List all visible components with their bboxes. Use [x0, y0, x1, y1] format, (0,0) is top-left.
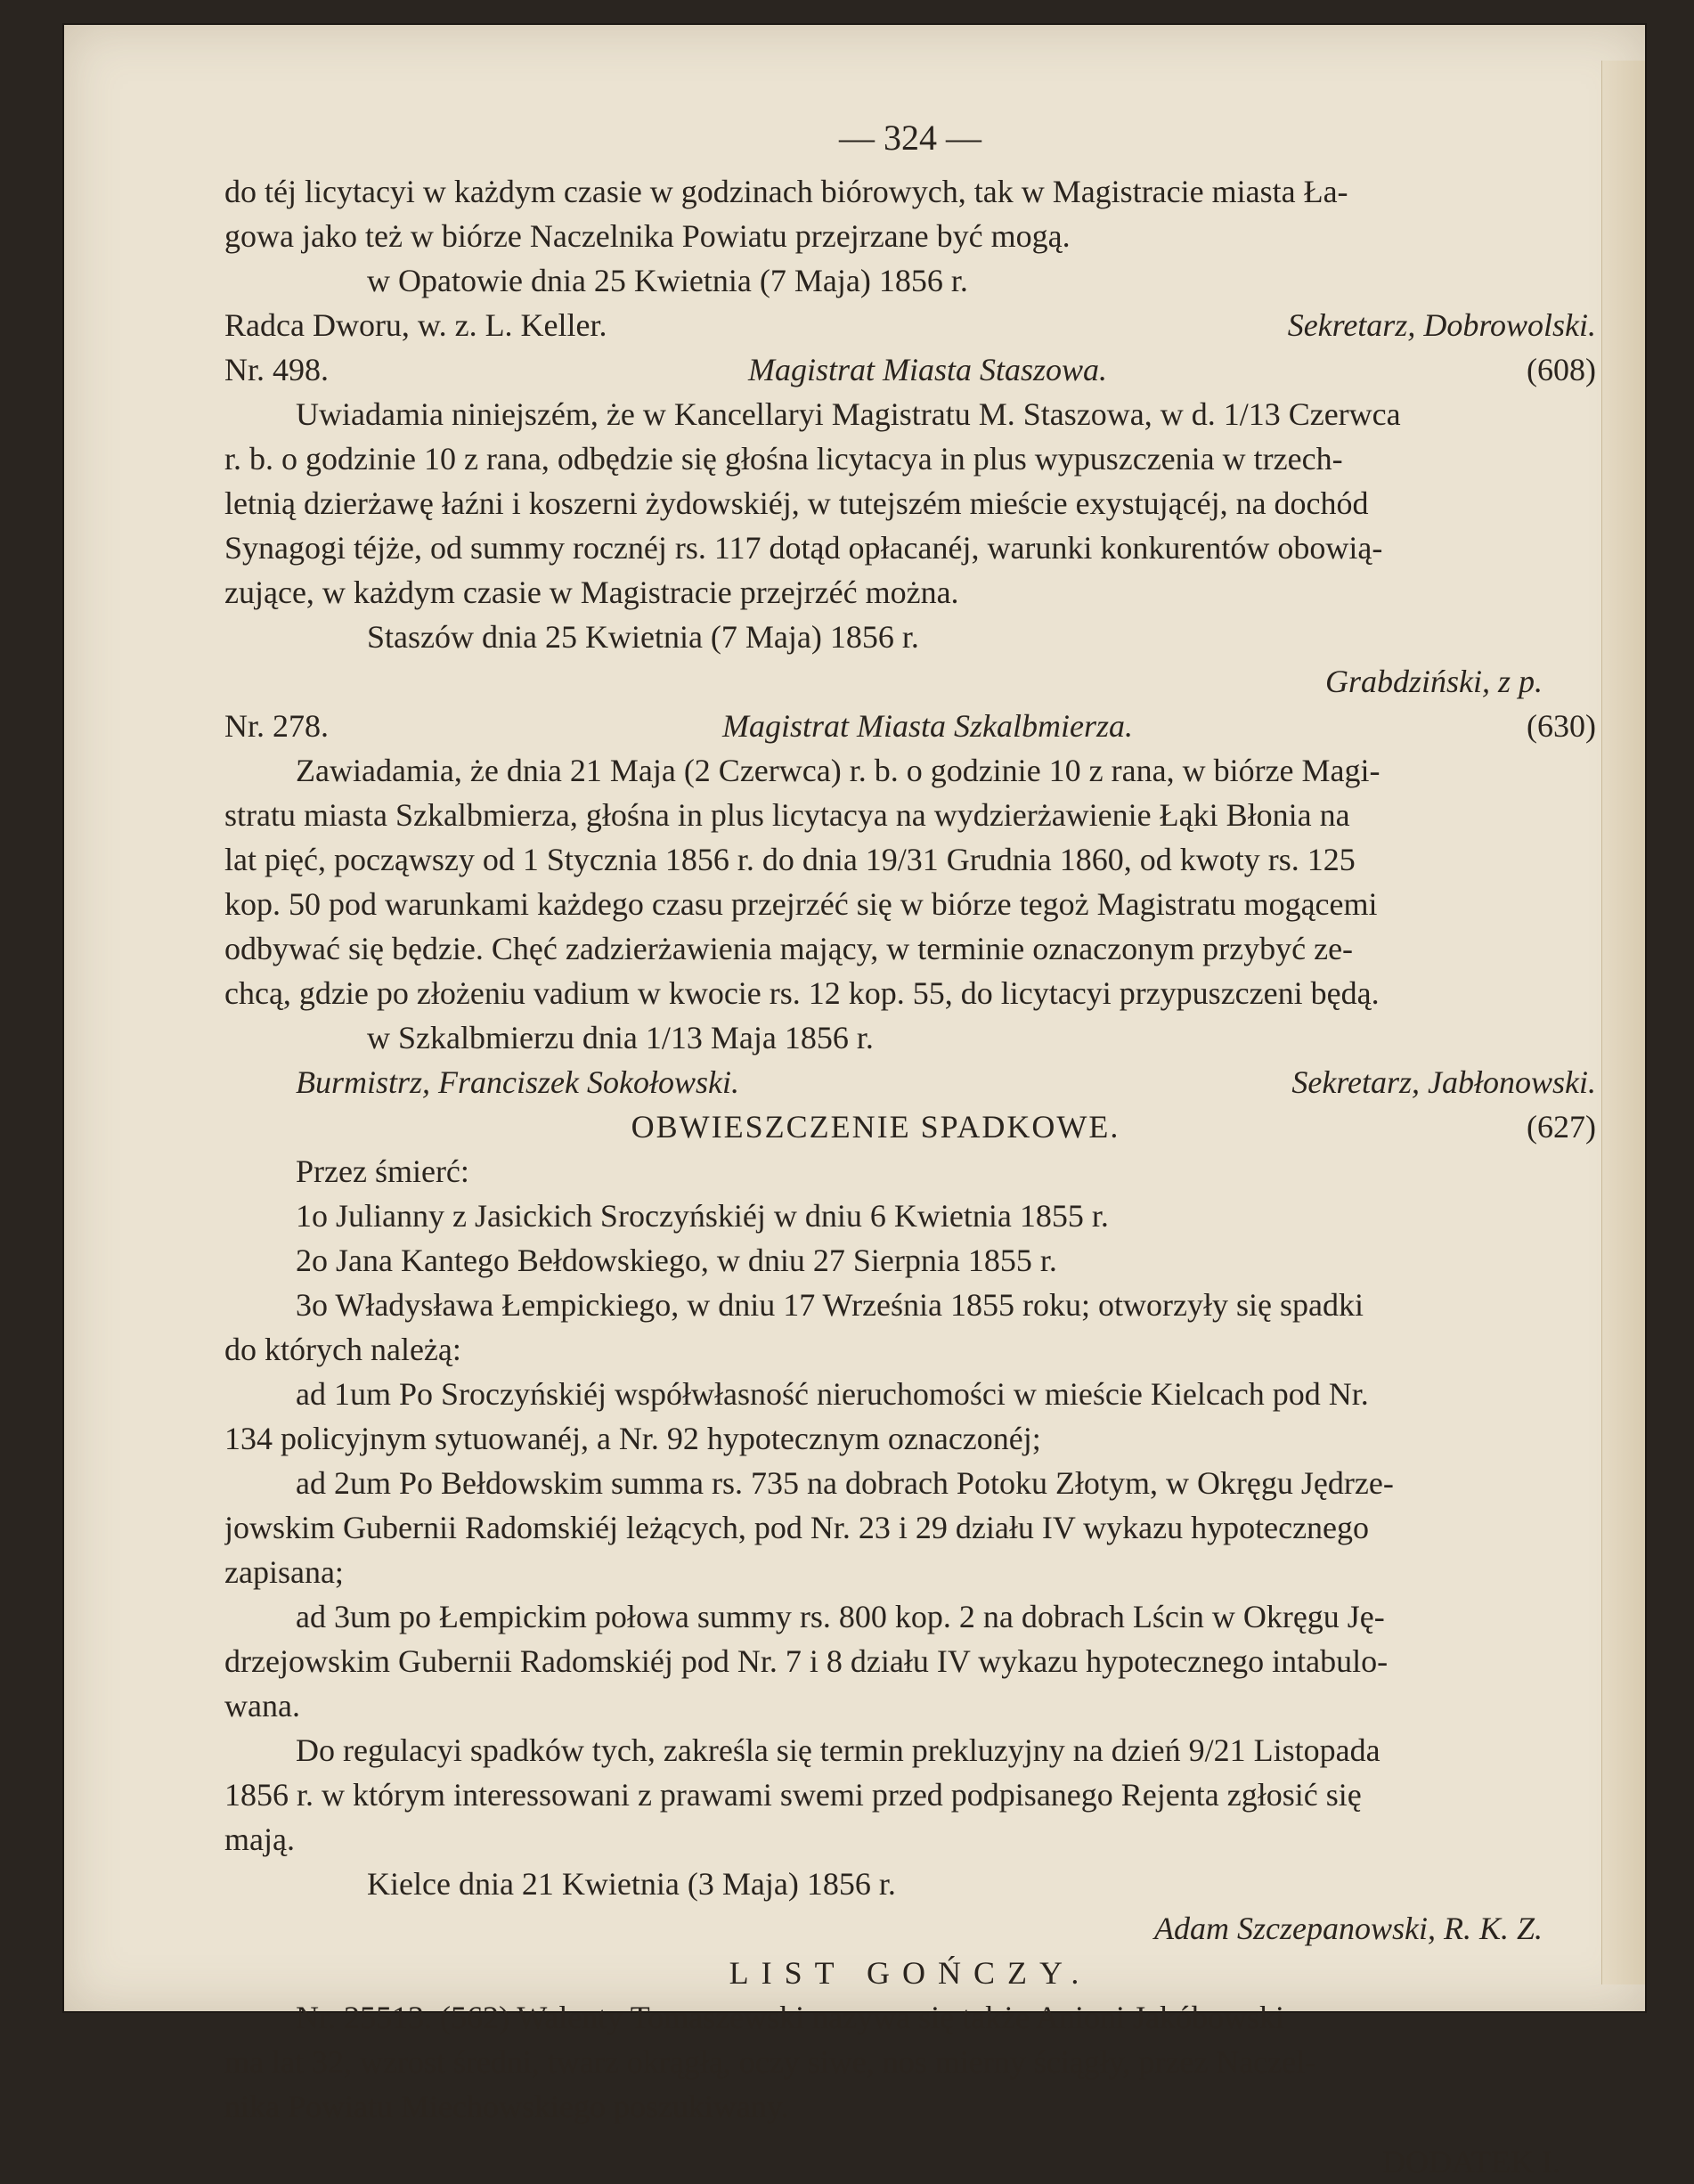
page-edge: [1601, 61, 1645, 1984]
date-line: w Opatowie dnia 25 Kwietnia (7 Maja) 1856 r.: [367, 263, 968, 298]
signature-left: Radca Dworu, w. z. L. Keller.: [224, 307, 607, 343]
notice-title: OBWIESZCZENIE SPADKOWE.: [631, 1109, 1120, 1145]
text-line: zujące, w każdym czasie w Magistracie przejrzéć można.: [224, 575, 959, 610]
text-line: Synagogi téjże, od summy rocznéj rs. 117 dotąd opłacanéj, warunki konkurentów obowią-: [224, 530, 1383, 566]
text-line: r. b. o godzinie 10 z rana, odbędzie się głośna licytacya in plus wypuszczenia w trzech-: [224, 441, 1343, 477]
notice-number: Nr. 498.: [224, 352, 329, 387]
text-line: 2o Jana Kantego Bełdowskiego, w dniu 27 Sierpnia 1855 r.: [296, 1243, 1057, 1278]
text-line: ad 3um po Łempickim połowa summy rs. 800 kop. 2 na dobrach Lścin w Okręgu Ję-: [296, 1599, 1385, 1634]
text-line: ad 1um Po Sroczyńskiéj współwłasność nieruchomości w mieście Kielcach pod Nr.: [296, 1376, 1369, 1412]
date-line: Kielce dnia 21 Kwietnia (3 Maja) 1856 r.: [367, 1866, 896, 1902]
text-line: stratu miasta Szkalbmierza, głośna in plus licytacya na wydzierżawienie Łąki Błonia na: [224, 797, 1350, 833]
notice-title: Magistrat Miasta Szkalbmierza.: [722, 708, 1134, 744]
text-line: gowa jako też w biórze Naczelnika Powiatu przejrzane być mogą.: [224, 218, 1071, 254]
notice-title: LIST GOŃCZY.: [729, 1955, 1092, 1991]
text-line: 1o Julianny z Jasickich Sroczyńskiéj w dniu 6 Kwietnia 1855 r.: [296, 1198, 1109, 1234]
signature-right: Sekretarz, Dobrowolski.: [1287, 307, 1596, 343]
text-line: chcą, gdzie po złożeniu vadium w kwocie rs. 12 kop. 55, do licytacyi przypuszczeni będą.: [224, 975, 1380, 1011]
text-line: ma lat 32, wzrost średni, twarz okrągłą, oczy siwe, nos mierny ściągły, przez Naczel-: [224, 2044, 1316, 2080]
notice-opatow: [224, 169, 1596, 347]
inheritance-notice: [224, 1104, 1596, 1951]
text-line: letnią dzierżawę łaźni i koszerni żydowskiéj, w tutejszém mieście exystującéj, na dochód: [224, 485, 1369, 521]
notice-code: (627): [1527, 1109, 1596, 1145]
text-line: Zawiadamia, że dnia 21 Maja (2 Czerwca) r. b. o godzinie 10 z rana, w biórze Magi-: [296, 753, 1380, 788]
text-line: Nr. 25513. (562) Walenty Tomaszewski nazywa się także Anioni Jakóbowski: [296, 2000, 1285, 2035]
notice-code: (630): [1527, 708, 1596, 744]
text-line: kop. 50 pod warunkami każdego czasu przejrzéć się w biórze tegoż Magistratu mogącemi: [224, 886, 1378, 922]
text-line: do których należą:: [224, 1332, 461, 1367]
wanted-notice: [224, 1951, 1596, 2129]
text-line: Do regulacyi spadków tych, zakreśla się termin prekluzyjny na dzień 9/21 Listopada: [296, 1732, 1380, 1768]
signature-left: Burmistrz, Franciszek Sokołowski.: [296, 1064, 739, 1100]
text-line: 134 policyjnym sytuowanéj, a Nr. 92 hypotecznym oznaczonéj;: [224, 1421, 1041, 1456]
supplement-label: DODATEK I.: [1382, 2144, 1560, 2180]
signature: Grabdziński, z p.: [1324, 664, 1543, 699]
text-line: odbywać się będzie. Chęć zadzierżawienia mający, w terminie oznaczonym przybyć ze-: [224, 931, 1354, 966]
text-line: lat pięć, począwszy od 1 Stycznia 1856 r. do dnia 19/31 Grudnia 1860, od kwoty rs. 125: [224, 842, 1356, 877]
notice-code: (608): [1527, 352, 1596, 387]
notice-szkalbmierz: [224, 704, 1596, 1104]
signature: Adam Szczepanowski, R. K. Z.: [1154, 1911, 1543, 1946]
date-line: Staszów dnia 25 Kwietnia (7 Maja) 1856 r.: [367, 619, 919, 655]
text-line: jowskim Gubernii Radomskiéj leżących, pod Nr. 23 i 29 działu IV wykazu hypotecznego: [224, 1510, 1370, 1545]
scanned-page: [64, 25, 1645, 2180]
text-line: drzejowskim Gubernii Radomskiéj pod Nr. 7 i 8 działu IV wykazu hypotecznego intabulo-: [224, 1643, 1389, 1679]
notice-title: Magistrat Miasta Staszowa.: [747, 352, 1108, 387]
text-line: mają.: [224, 1821, 295, 1857]
text-line: Uwiadamia niniejszém, że w Kancellaryi Magistratu M. Staszowa, w d. 1/13 Czerwca: [296, 396, 1401, 432]
text-line: zapisana;: [224, 1554, 344, 1590]
text-line: Przez śmierć:: [296, 1153, 469, 1189]
page-content: [224, 116, 1596, 2184]
notice-number: Nr. 278.: [224, 708, 329, 744]
page-number: — 324 —: [839, 118, 981, 158]
text-line: do téj licytacyi w każdym czasie w godzinach biórowych, tak w Magistracie miasta Ła-: [224, 174, 1348, 209]
text-line: 3o Władysława Łempickiego, w dniu 17 Września 1855 roku; otworzyły się spadki: [296, 1287, 1364, 1323]
text-line: ad 2um Po Bełdowskim summa rs. 735 na dobrach Potoku Złotym, w Okręgu Jędrze-: [296, 1465, 1394, 1501]
notice-staszow: [224, 347, 1596, 704]
signature-right: Sekretarz, Jabłonowski.: [1291, 1064, 1596, 1100]
date-line: w Szkalbmierzu dnia 1/13 Maja 1856 r.: [367, 1020, 874, 1055]
text-line: wana.: [224, 1688, 300, 1724]
text-line: nika Powiatu Miechowskiego poszukiwany.: [224, 2089, 789, 2124]
text-line: 1856 r. w którym interessowani z prawami swemi przed podpisanego Rejenta zgłosić się: [224, 1777, 1362, 1813]
